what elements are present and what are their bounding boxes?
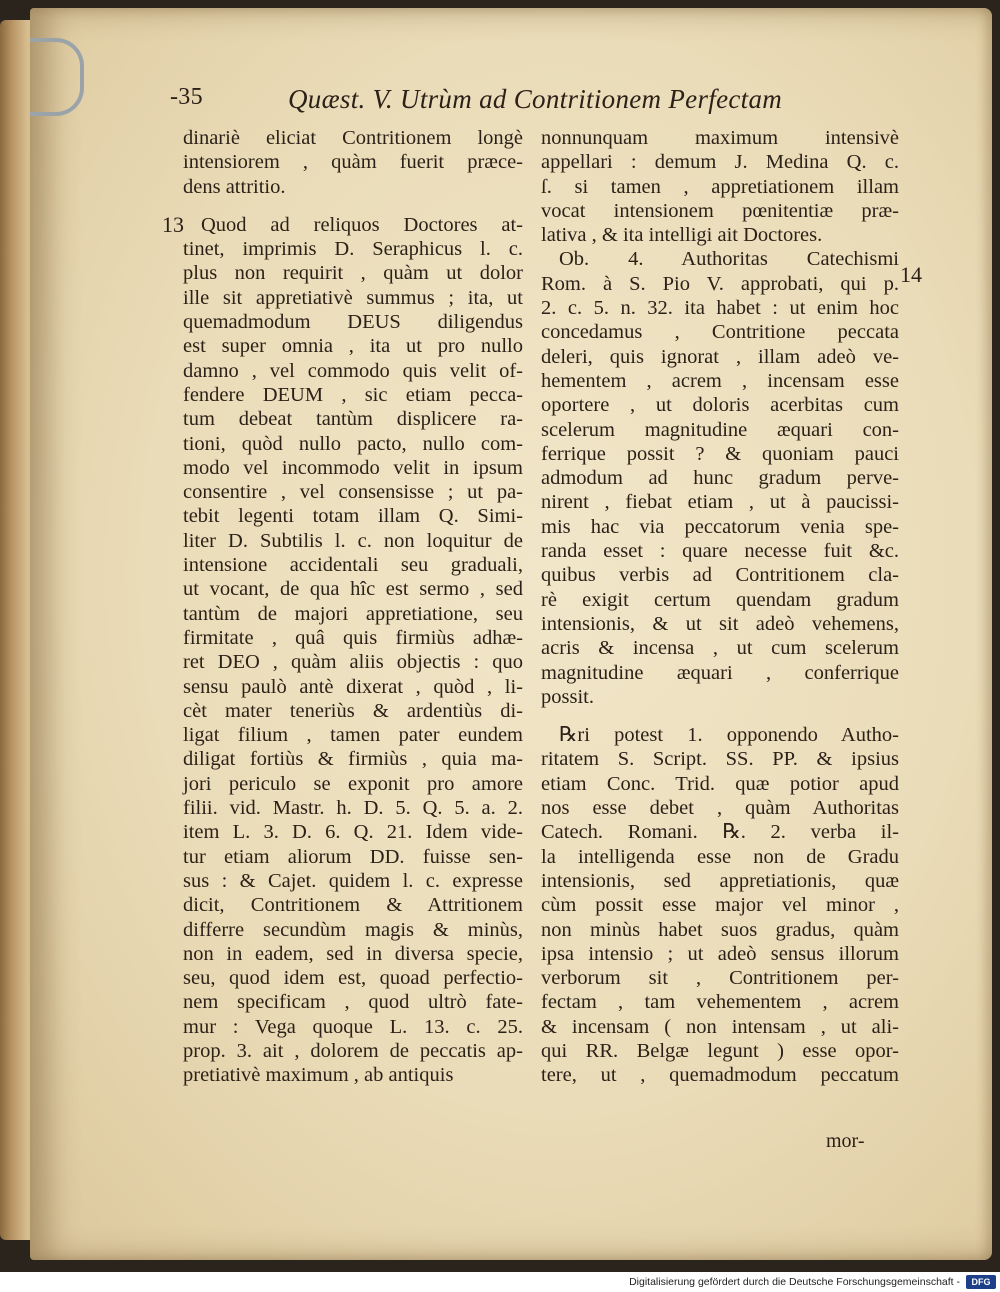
text-line: ret DEO , quàm aliis objectis : quo (183, 651, 523, 674)
text-line: etiam Conc. Trid. quæ potior apud (541, 772, 899, 795)
right-column (541, 126, 899, 1088)
text-line: verborum sit , Contritionem per- (541, 967, 899, 990)
text-line: nirent , fiebat etiam , ut à paucissi- (541, 491, 899, 514)
text-line: non in eadem, sed in diversa specie, (183, 942, 523, 965)
text-line: intensione accidentali seu graduali, (183, 554, 523, 577)
text-line: modo vel incommodo velit in ipsum (183, 456, 523, 479)
text-line: intensiorem , quàm fuerit præce- (183, 151, 523, 174)
text-line: ritatem S. Script. SS. PP. & ipsius (541, 748, 899, 771)
text-line: dicit, Contritionem & Attritionem (183, 894, 523, 917)
text-line: mur : Vega quoque L. 13. c. 25. (183, 1015, 523, 1038)
text-line: rè exigit certum quendam gradum (541, 588, 899, 611)
text-line: tinet, imprimis D. Seraphicus l. c. (183, 238, 523, 261)
text-line: Quod ad reliquos Doctores at- (201, 213, 523, 236)
text-line: & incensam ( non intensam , ut ali- (541, 1015, 899, 1038)
text-line: nonnunquam maximum intensivè (541, 127, 899, 149)
text-line: quemadmodum DEUS diligendus (183, 311, 523, 334)
text-line: admodum ad hunc gradum perve- (541, 467, 899, 490)
text-line: prop. 3. ait , dolorem de peccatis ap- (183, 1039, 523, 1062)
text-line: item L. 3. D. 6. Q. 21. Idem vide- (183, 821, 523, 844)
digitization-credit: Digitalisierung gefördert durch die Deutsche Forschungsgemeinschaft - (629, 1276, 960, 1288)
text-line: pretiativè maximum , ab antiquis (183, 1064, 454, 1087)
text-line: tur etiam aliorum DD. fuisse sen- (183, 845, 523, 868)
left-column (183, 126, 523, 1088)
text-line: hementem , acrem , incensam esse (541, 369, 899, 392)
text-line: ligat filium , tamen pater eundem (183, 724, 523, 747)
paragraph-gap (183, 199, 523, 213)
text-line: ut vocant, de qua hîc est sermo , sed (183, 578, 523, 601)
text-line: tantùm de majori appretiatione, seu (183, 602, 523, 625)
text-line: tebit legenti totam illam Q. Simi- (183, 505, 523, 528)
text-line: 2. c. 5. n. 32. ita habet : ut enim hoc (541, 297, 899, 320)
text-line: appellari : demum J. Medina Q. c. (541, 151, 899, 174)
text-line: tum debeat tantùm displicere ra- (183, 408, 523, 431)
footer-bar (0, 1272, 1000, 1292)
text-line: fendere DEUM , sic etiam pecca- (183, 383, 523, 406)
text-line: consentire , vel consensisse ; ut pa- (183, 481, 523, 504)
text-line: sus : & Cajet. quidem l. c. expresse (183, 869, 523, 892)
text-line: plus non requirit , quàm ut dolor (183, 262, 523, 285)
text-line: dens attritio. (183, 175, 286, 198)
text-line: Catech. Romani. ℞. 2. verba il- (541, 821, 899, 844)
dfg-logo: DFG (966, 1275, 996, 1289)
text-line: filii. vid. Mastr. h. D. 5. Q. 5. a. 2. (183, 797, 523, 820)
text-line: ille sit appretiativè summus ; ita, ut (183, 286, 523, 309)
running-title: Quæst. V. Utrùm ad Contritionem Perfectam (288, 84, 783, 114)
text-line: randa esset : quare necesse fuit &c. (541, 540, 899, 563)
text-line: acris & incensa , ut cum scelerum (541, 637, 899, 660)
text-line: oportere , ut doloris acerbitas cum (541, 394, 899, 417)
catchword: mor- (826, 1130, 865, 1152)
text-line: possit. (541, 685, 594, 708)
text-line: dinariè eliciat Contritionem longè (183, 127, 523, 149)
text-line: nem specificam , quod ultrò fate- (183, 991, 523, 1014)
text-line: intensionis, & ut sit adeò vehemens, (541, 612, 899, 635)
text-line: lativa , & ita intelligi ait Doctores. (541, 224, 823, 247)
text-line: tere, ut , quemadmodum peccatum (541, 1064, 899, 1087)
text-line: ipsa intensio ; ut adeò sensus illorum (541, 942, 899, 965)
text-line: la intelligenda esse non de Gradu (541, 845, 899, 868)
text-line: fectam , tam vehementem , acrem (541, 991, 899, 1014)
text-line: concedamus , Contritione peccata (541, 321, 899, 344)
text-line: intensionis, sed appretiationis, quæ (541, 869, 899, 892)
text-line: firmitate , quâ quis firmiùs adhæ- (183, 626, 523, 649)
text-line: Rom. à S. Pio V. approbati, qui p. (541, 272, 899, 295)
text-line: scelerum magnitudine æquari con- (541, 418, 899, 441)
text-line: mis hac via peccatorum venia spe- (541, 515, 899, 538)
text-line: magnitudine æquari , conferrique (541, 661, 899, 684)
running-header (150, 84, 910, 124)
text-line: jori periculo se exponit pro amore (183, 772, 523, 795)
text-line: damno , vel commodo quis velit of- (183, 359, 523, 382)
text-line: vocat intensionem pœnitentiæ præ- (541, 199, 899, 222)
text-line: liter D. Subtilis l. c. non loquitur de (183, 529, 523, 552)
text-line: diligat fortiùs & firmiùs , quia ma- (183, 748, 523, 771)
text-line: non minùs habet suos gradus, quàm (541, 918, 899, 941)
text-line: tioni, quòd nullo pacto, nullo com- (183, 432, 523, 455)
text-line: ferrique possit ? & quoniam pauci (541, 442, 899, 465)
text-line: qui RR. Belgæ legunt ) esse opor- (541, 1039, 899, 1062)
text-line: est super omnia , ita ut pro nullo (183, 335, 523, 358)
text-line: nos esse debet , quàm Authoritas (541, 797, 899, 820)
text-line: cèt mater teneriùs & ardentiùs di- (183, 699, 523, 722)
text-line: differre secundùm magis & minùs, (183, 918, 523, 941)
text-line: sensu paulò antè dixerat , quòd , li- (183, 675, 523, 698)
page-number: -35 (170, 84, 203, 110)
text-line: deleri, quis ignorat , illam adeò ve- (541, 345, 899, 368)
paragraph-gap (541, 709, 899, 723)
text-line: Ob. 4. Authoritas Catechismi (559, 248, 899, 271)
text-line: cùm possit esse major vel minor , (541, 894, 899, 917)
text-line: ſ. si tamen , appretiationem illam (541, 175, 899, 198)
margin-number-right: 14 (900, 262, 922, 287)
paper-clip (30, 38, 84, 116)
text-line: seu, quod idem est, quoad perfectio- (183, 967, 523, 990)
text-line: quibus verbis ad Contritionem cla- (541, 564, 899, 587)
text-line: ℞ri potest 1. opponendo Autho- (559, 724, 899, 747)
margin-number-left: 13 (162, 212, 184, 237)
